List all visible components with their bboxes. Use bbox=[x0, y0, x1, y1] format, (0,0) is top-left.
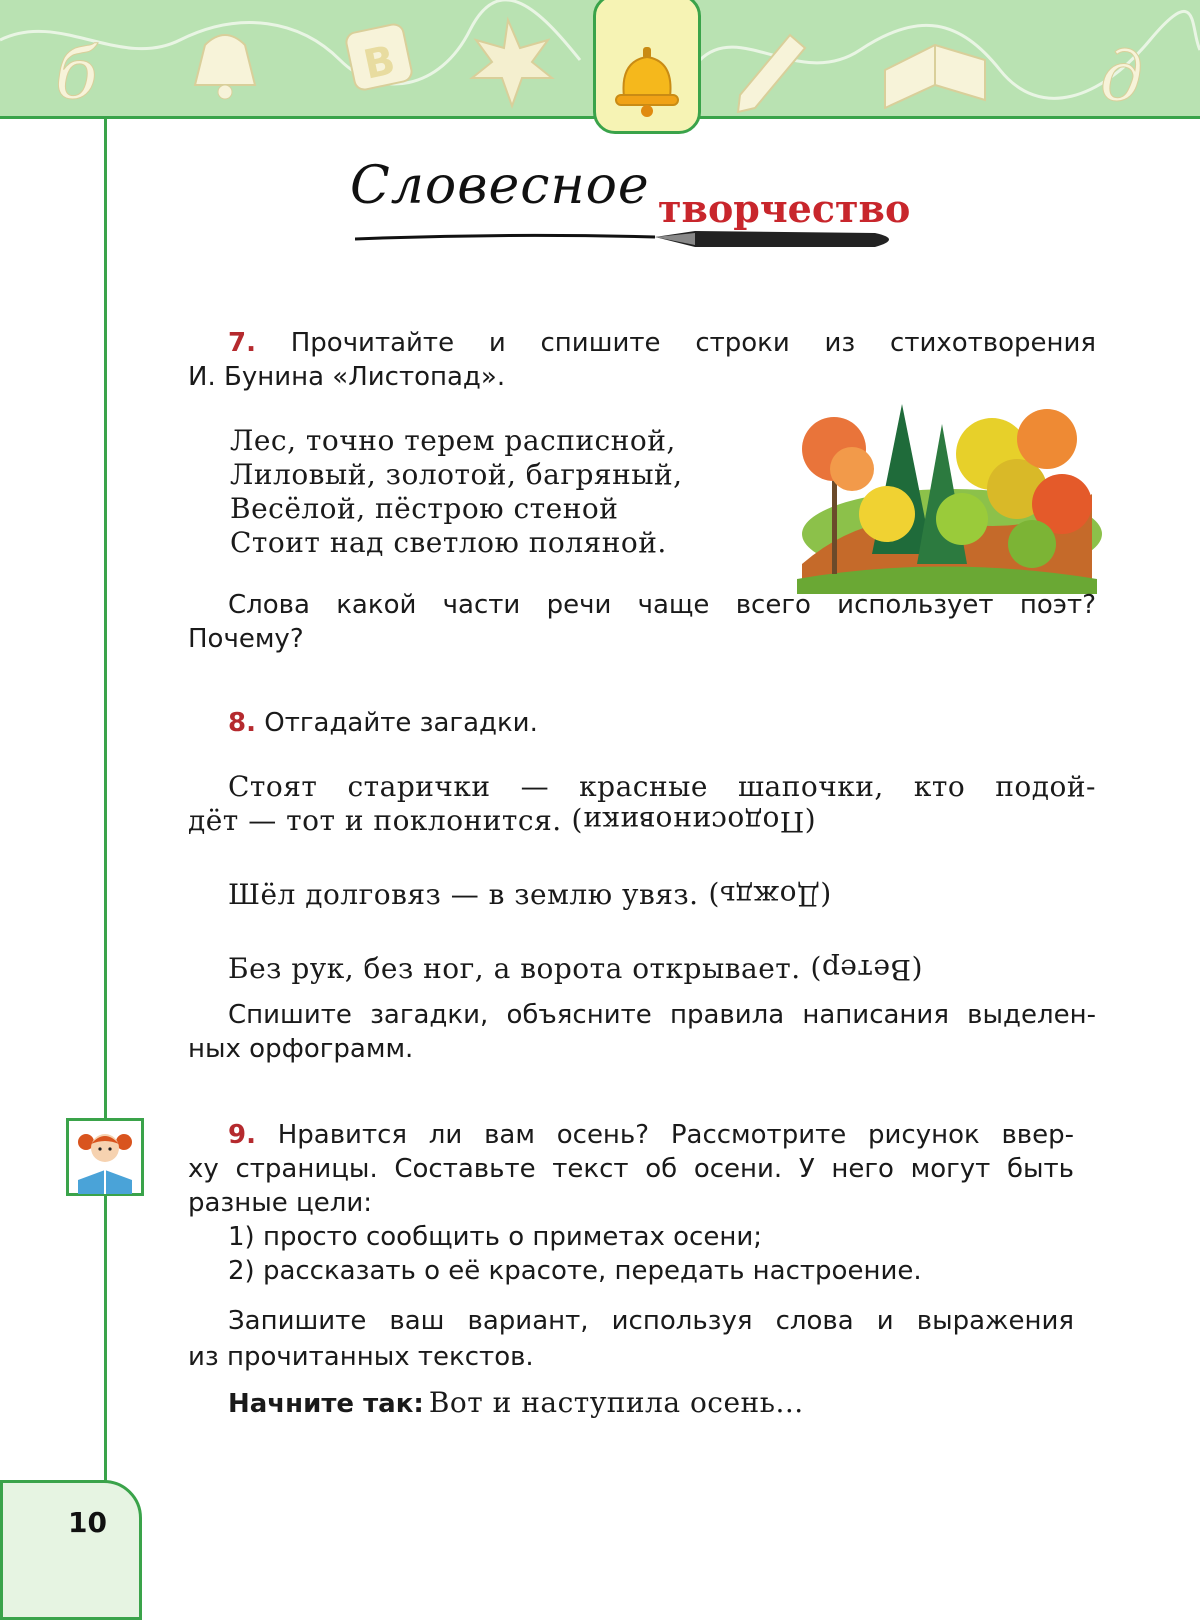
ex9-list-item: 2) рассказать о её красоте, передать настроение. bbox=[228, 1256, 922, 1286]
ex9-line1: 9. Нравится ли вам осень? Рассмотрите рисунок ввер- bbox=[228, 1120, 1075, 1150]
exercise-number: 8. bbox=[228, 708, 256, 738]
ex9-line2: ху страницы. Составьте текст об осени. У него могут быть bbox=[188, 1154, 1074, 1184]
margin-line bbox=[104, 116, 107, 1481]
ex9-write-line1: Запишите ваш вариант, используя слова и выражения bbox=[228, 1306, 1074, 1336]
open-book-icon bbox=[885, 45, 985, 108]
riddle2-answer: (Дождь) bbox=[707, 879, 832, 912]
letter-v-icon bbox=[345, 23, 414, 92]
poem-line: Лес, точно терем расписной, bbox=[230, 424, 676, 457]
poem-line: Стоит над светлою поляной. bbox=[230, 526, 667, 559]
bell-icon bbox=[195, 35, 255, 99]
reading-girl-icon bbox=[66, 1118, 144, 1196]
maple-leaf-icon bbox=[472, 20, 552, 106]
fountain-pen-icon bbox=[355, 225, 915, 255]
ex8-instruction: 8. Отгадайте загадки. bbox=[228, 708, 538, 738]
poem-line: Весёлой, пёстрою стеной bbox=[230, 492, 619, 525]
ex9-line3: разные цели: bbox=[188, 1188, 373, 1218]
ex9-list-item: 1) просто сообщить о приметах осени; bbox=[228, 1222, 763, 1252]
ex7-instruction-line1: 7. Прочитайте и спишите строки из стихотворения bbox=[228, 328, 1097, 358]
section-heading bbox=[350, 150, 930, 260]
section-tab bbox=[593, 0, 701, 134]
golden-bell-icon bbox=[596, 0, 698, 131]
riddle3-answer: (Ветер) bbox=[810, 953, 923, 986]
page-number-tab bbox=[0, 1480, 142, 1620]
ex9-write-line2: из прочитанных текстов. bbox=[188, 1342, 534, 1372]
svg-text:д: д bbox=[1100, 38, 1144, 116]
riddle1-line1: Стоят старички — красные шапочки, кто подой- bbox=[228, 770, 1096, 803]
svg-text:В: В bbox=[359, 37, 400, 89]
ex7-instruction-line2: И. Бунина «Листопад». bbox=[188, 362, 506, 392]
riddle2: Шёл долговяз — в землю увяз. (Дождь) bbox=[228, 878, 832, 912]
autumn-forest-illustration bbox=[792, 394, 1102, 594]
start-text: Вот и наступила осень... bbox=[428, 1386, 804, 1419]
letter-d-icon bbox=[1100, 38, 1143, 116]
ex8-task-line2: ных орфограмм. bbox=[188, 1034, 414, 1064]
poem-line: Лиловый, золотой, багряный, bbox=[230, 458, 683, 491]
poem bbox=[230, 424, 770, 560]
heading-bold-word: творчество bbox=[658, 186, 911, 231]
start-label: Начните так: bbox=[228, 1389, 424, 1419]
page-number: 10 bbox=[68, 1506, 107, 1539]
exercise-number: 7. bbox=[228, 328, 256, 358]
ex9-start bbox=[228, 1386, 804, 1421]
pencil-icon bbox=[738, 35, 805, 112]
riddle3: Без рук, без ног, а ворота открывает. (Ветер) bbox=[228, 952, 923, 986]
riddle1-answer: (Подосиновики) bbox=[571, 805, 816, 838]
riddle1-line2: дёт — тот и поклонится. (Подосиновики) bbox=[188, 804, 816, 838]
ex8-task-line1: Спишите загадки, объясните правила написания выделен- bbox=[228, 1000, 1096, 1030]
heading-script-word: Словесное bbox=[350, 156, 650, 216]
svg-text:б: б bbox=[55, 33, 98, 115]
letter-b-icon bbox=[55, 33, 98, 115]
ex7-question-line1: Слова какой части речи чаще всего использует поэт? bbox=[228, 590, 1096, 620]
ex7-question-line2: Почему? bbox=[188, 624, 304, 654]
exercise-number: 9. bbox=[228, 1120, 256, 1150]
